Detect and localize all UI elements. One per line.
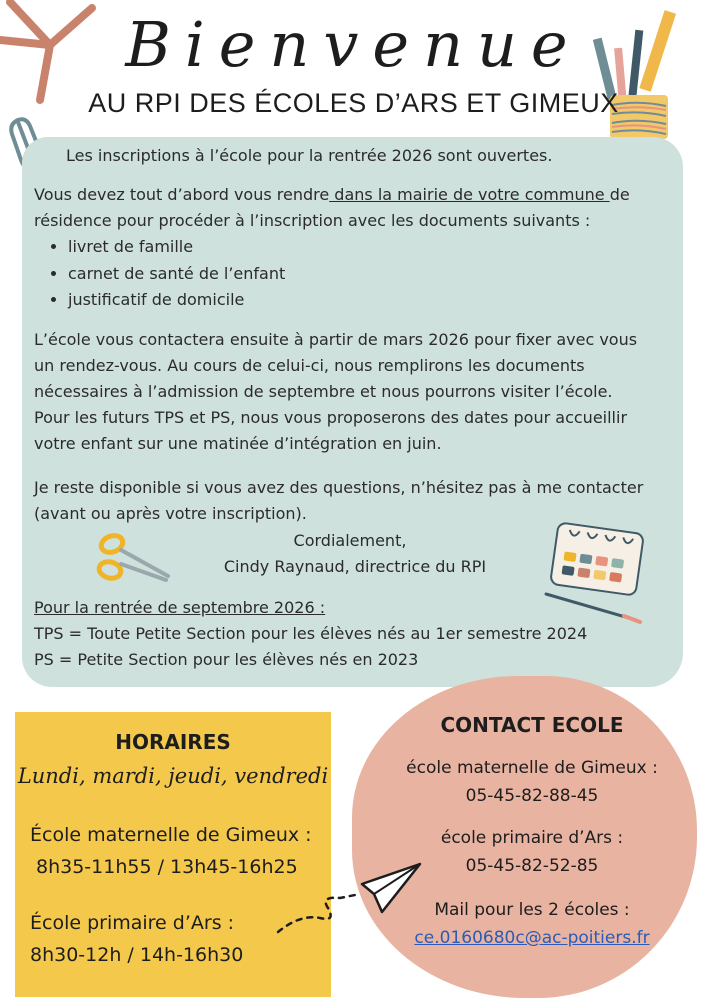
page-subtitle: AU RPI DES ÉCOLES D’ARS ET GIMEUX (88, 88, 619, 118)
paper-plane-icon (270, 858, 430, 938)
contact-school2-phone: 05-45-82-52-85 (465, 856, 599, 876)
horaires-school2-hours: 8h30-12h / 14h-16h30 (30, 944, 244, 966)
paragraph-line: Je reste disponible si vous avez des questions, n’hésitez pas à me contacter (34, 478, 644, 497)
rentree-heading: Pour la rentrée de septembre 2026 : (34, 598, 326, 617)
mairie-emphasis: dans la mairie de votre commune (329, 185, 610, 204)
intro-text-before: Vous devez tout d’abord vous rendre (34, 185, 330, 204)
paragraph-line: nécessaires à l’admission de septembre et nous pourrons visiter l’école. (34, 382, 613, 401)
paragraph-line: votre enfant sur une matinée d’intégration en juin. (34, 434, 442, 453)
page-title: Bienvenue (125, 8, 582, 81)
list-item: • carnet de santé de l’enfant (68, 261, 285, 288)
paragraph-line: Pour les futurs TPS et PS, nous vous proposerons des dates pour accueillir (34, 408, 628, 427)
list-item: • livret de famille (68, 234, 285, 261)
paragraph-line: (avant ou après votre inscription). (34, 504, 307, 523)
intro-line: Les inscriptions à l’école pour la rentrée 2026 sont ouvertes. (66, 146, 553, 165)
paragraph-line: L’école vous contactera ensuite à partir de mars 2026 pour fixer avec vous (34, 330, 638, 349)
contact-school1-phone: 05-45-82-88-45 (465, 786, 599, 806)
scissors-icon (92, 530, 172, 588)
signature-greeting: Cordialement, (293, 531, 407, 550)
contact-title: CONTACT ECOLE (440, 713, 624, 737)
paint-palette-icon (540, 512, 650, 624)
signature-name: Cindy Raynaud, directrice du RPI (223, 557, 487, 576)
contact-mail-link[interactable]: ce.0160680c@ac-poitiers.fr (414, 928, 650, 948)
contact-mail-label: Mail pour les 2 écoles : (434, 900, 630, 920)
horaires-school2-name: École primaire d’Ars : (30, 912, 235, 934)
tps-definition: TPS = Toute Petite Section pour les élèves nés au 1er semestre 2024 (34, 624, 588, 643)
contact-school2-name: école primaire d’Ars : (440, 828, 624, 848)
intro-paragraph (34, 182, 684, 234)
horaires-days: Lundi, mardi, jeudi, vendredi (17, 764, 329, 788)
ps-definition: PS = Petite Section pour les élèves nés en 2023 (34, 650, 419, 669)
documents-list (38, 234, 285, 314)
contact-school1-name: école maternelle de Gimeux : (406, 758, 658, 778)
horaires-title: HORAIRES (115, 730, 231, 754)
intro-text-line3: résidence pour procéder à l’inscription avec les documents suivants : (34, 211, 591, 230)
procedure-paragraph (34, 327, 684, 457)
intro-text-after: de (609, 185, 630, 204)
paragraph-line: un rendez-vous. Au cours de celui-ci, nous remplirons les documents (34, 356, 585, 375)
list-item: • justificatif de domicile (68, 287, 285, 314)
horaires-school1-hours: 8h35-11h55 / 13h45-16h25 (36, 856, 298, 878)
horaires-school1-name: École maternelle de Gimeux : (30, 824, 312, 846)
